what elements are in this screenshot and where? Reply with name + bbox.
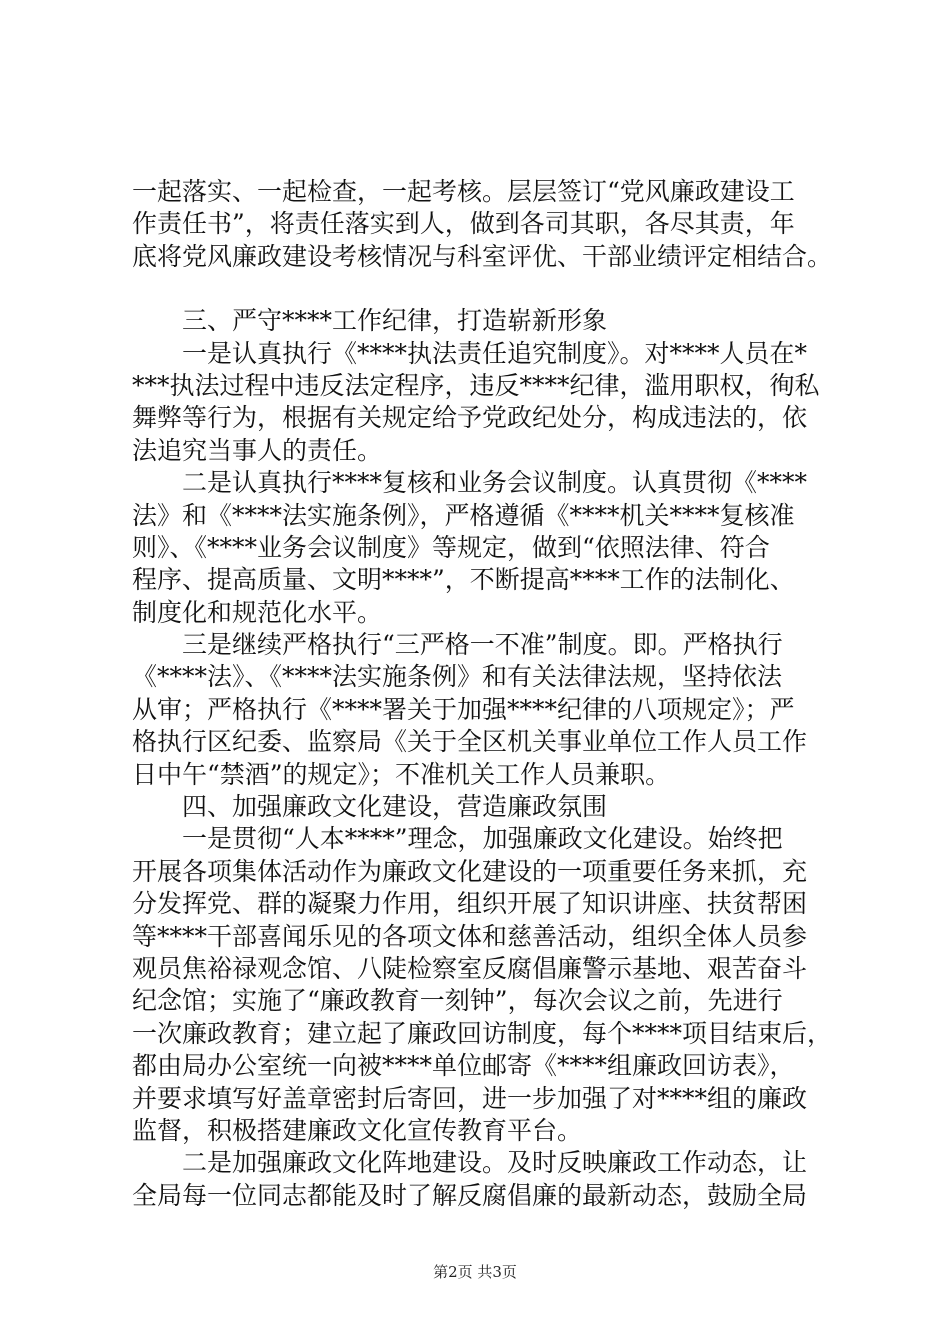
section-heading: 四、加强廉政文化建设，营造廉政氛围 (132, 792, 608, 822)
text-line: 三是继续严格执行“三严格一不准”制度。即。严格执行 (132, 630, 783, 660)
text-line: ***执法过程中违反法定程序，违反****纪律，滥用职权，徇私 (132, 370, 820, 400)
text-line: 都由局办公室统一向被****单位邮寄《****组廉政回访表》， (132, 1051, 795, 1081)
body-text (132, 176, 832, 1212)
text-line: 格执行区纪委、监察局《关于全区机关事业单位工作人员工作 (132, 727, 808, 757)
text-line: 监督，积极搭建廉政文化宣传教育平台。 (132, 1115, 583, 1145)
text-line: 一是贯彻“人本****”理念，加强廉政文化建设。始终把 (132, 824, 783, 854)
text-line: 二是认真执行****复核和业务会议制度。认真贯彻《**** (132, 468, 808, 498)
blank-line (132, 273, 832, 305)
text-line: 二是加强廉政文化阵地建设。及时反映廉政工作动态，让 (132, 1148, 808, 1178)
text-line: 一次廉政教育；建立起了廉政回访制度，每个****项目结束后， (132, 1018, 833, 1048)
text-line: 法追究当事人的责任。 (132, 435, 383, 465)
text-line: 程序、提高质量、文明****”，不断提高****工作的法制化、 (132, 565, 795, 595)
text-line: 作责任书”，将责任落实到人，做到各司其职，各尽其责，年 (132, 209, 795, 239)
text-line: 纪念馆；实施了“廉政教育一刻钟”，每次会议之前，先进行 (132, 986, 783, 1016)
text-line: 制度化和规范化水平。 (132, 597, 383, 627)
text-line: 全局每一位同志都能及时了解反腐倡廉的最新动态，鼓励全局 (132, 1180, 808, 1210)
section-heading: 三、严守****工作纪律，打造崭新形象 (132, 306, 608, 336)
text-line: 一是认真执行《****执法责任追究制度》。对****人员在* (132, 338, 808, 368)
page-footer (0, 1262, 950, 1282)
text-line: 分发挥党、群的凝聚力作用，组织开展了知识讲座、扶贫帮困 (132, 889, 808, 919)
text-line: 一起落实、一起检查，一起考核。层层签订“党风廉政建设工 (132, 177, 795, 206)
page-number: 第2页 共3页 (433, 1263, 517, 1281)
text-line: 观员焦裕禄观念馆、八陡检察室反腐倡廉警示基地、艰苦奋斗 (132, 953, 808, 983)
text-line: 并要求填写好盖章密封后寄回，进一步加强了对****组的廉政 (132, 1083, 808, 1113)
text-line: 则》、《****业务会议制度》等规定，做到“依照法律、符合 (132, 532, 770, 562)
text-line: 开展各项集体活动作为廉政文化建设的一项重要任务来抓，充 (132, 856, 808, 886)
text-line: 舞弊等行为，根据有关规定给予党政纪处分，构成违法的，依 (132, 403, 808, 433)
text-line: 从审；严格执行《****署关于加强****纪律的八项规定》；严 (132, 694, 795, 724)
text-line: 法》和《****法实施条例》，严格遵循《****机关****复核准 (132, 500, 795, 530)
text-line: 底将党风廉政建设考核情况与科室评优、干部业绩评定相结合。 (132, 241, 833, 271)
text-line: 《****法》、《****法实施条例》和有关法律法规，坚持依法 (132, 662, 783, 692)
text-line: 日中午“禁酒”的规定》；不准机关工作人员兼职。 (132, 759, 671, 789)
text-line: 等****干部喜闻乐见的各项文体和慈善活动，组织全体人员参 (132, 921, 808, 951)
